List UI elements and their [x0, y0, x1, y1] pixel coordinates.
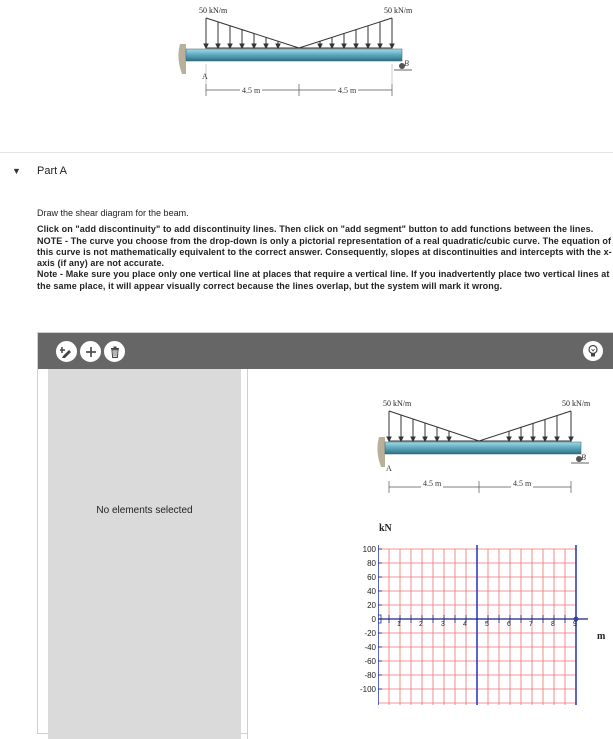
delete-button[interactable] — [104, 341, 125, 362]
x-tick-label: 7 — [529, 621, 533, 628]
add-discontinuity-button[interactable] — [56, 341, 77, 362]
hint-button[interactable] — [583, 341, 603, 361]
plus-icon — [85, 346, 97, 358]
canvas-support-b-label: B — [581, 453, 586, 462]
x-tick-label: 6 — [507, 621, 511, 628]
x-axis-unit: m — [597, 631, 606, 642]
canvas-load-label-left: 50 kN/m — [383, 399, 412, 408]
span-2-label: 4.5 m — [338, 86, 357, 95]
y-tick-label: 40 — [367, 587, 376, 596]
pencil-plus-icon — [60, 345, 74, 359]
toolbar — [38, 333, 613, 369]
canvas-beam-diagram — [375, 409, 613, 499]
canvas-load-label-right: 50 kN/m — [562, 399, 591, 408]
selection-status: No elements selected — [96, 505, 193, 516]
x-tick-label: 5 — [485, 621, 489, 628]
instruction-line-1: Draw the shear diagram for the beam. — [37, 208, 189, 218]
x-tick-label: 1 — [397, 621, 401, 628]
x-tick-label: 4 — [463, 621, 467, 628]
part-title[interactable]: Part A — [37, 165, 67, 177]
load-label-left: 50 kN/m — [199, 6, 228, 15]
beam-diagram — [178, 16, 418, 98]
canvas-support-a-label: A — [386, 464, 392, 473]
y-tick-label: -40 — [364, 643, 376, 652]
x-tick-label: 8 — [551, 621, 555, 628]
canvas-span-2-label: 4.5 m — [513, 479, 532, 488]
drawing-tool — [37, 332, 613, 734]
y-tick-label: 60 — [367, 573, 376, 582]
drawing-canvas[interactable] — [247, 369, 613, 739]
x-tick-labels — [378, 621, 598, 633]
caret-down-icon[interactable]: ▼ — [12, 166, 21, 176]
add-segment-button[interactable] — [80, 341, 101, 362]
problem-figure — [178, 6, 418, 98]
x-tick-label: 2 — [419, 621, 423, 628]
load-label-right: 50 kN/m — [384, 6, 413, 15]
trash-icon — [109, 346, 121, 358]
y-tick-label: -20 — [364, 629, 376, 638]
lightbulb-icon — [586, 344, 600, 358]
span-1-label: 4.5 m — [242, 86, 261, 95]
canvas-span-1-label: 4.5 m — [423, 479, 442, 488]
y-tick-label: 100 — [362, 545, 376, 554]
y-tick-label: -80 — [364, 671, 376, 680]
section-divider — [0, 152, 613, 153]
support-b-label: B — [404, 59, 409, 68]
instruction-line-2: Click on "add discontinuity" to add discontinuity lines. Then click on "add segment" button to add functions between the lines. NOTE - The curve you choose from the drop-down is only a pictorial representation of a real quadratic/cubic curve. The equation of this curve is not mathematically equivalent to the correct answer. Consequently, slopes at discontinuities and intercepts with the x-axis (if any) are not accurate. — [37, 224, 612, 269]
x-tick-label: 3 — [441, 621, 445, 628]
x-tick-label: 9 — [573, 621, 577, 628]
y-tick-label: 0 — [371, 615, 376, 624]
y-tick-label: 80 — [367, 559, 376, 568]
y-tick-label: -100 — [359, 685, 376, 694]
instructions — [37, 208, 613, 292]
y-tick-label: -60 — [364, 657, 376, 666]
support-a-label: A — [202, 72, 208, 81]
properties-panel — [48, 369, 241, 739]
y-axis-unit: kN — [379, 523, 392, 534]
y-tick-label: 20 — [367, 601, 376, 610]
instruction-line-3: Note - Make sure you place only one vertical line at places that require a vertical line. If you inadvertently place two vertical lines at the same place, it will appear visually correct because the lines overlap, but the system will mark it wrong. — [37, 269, 610, 291]
